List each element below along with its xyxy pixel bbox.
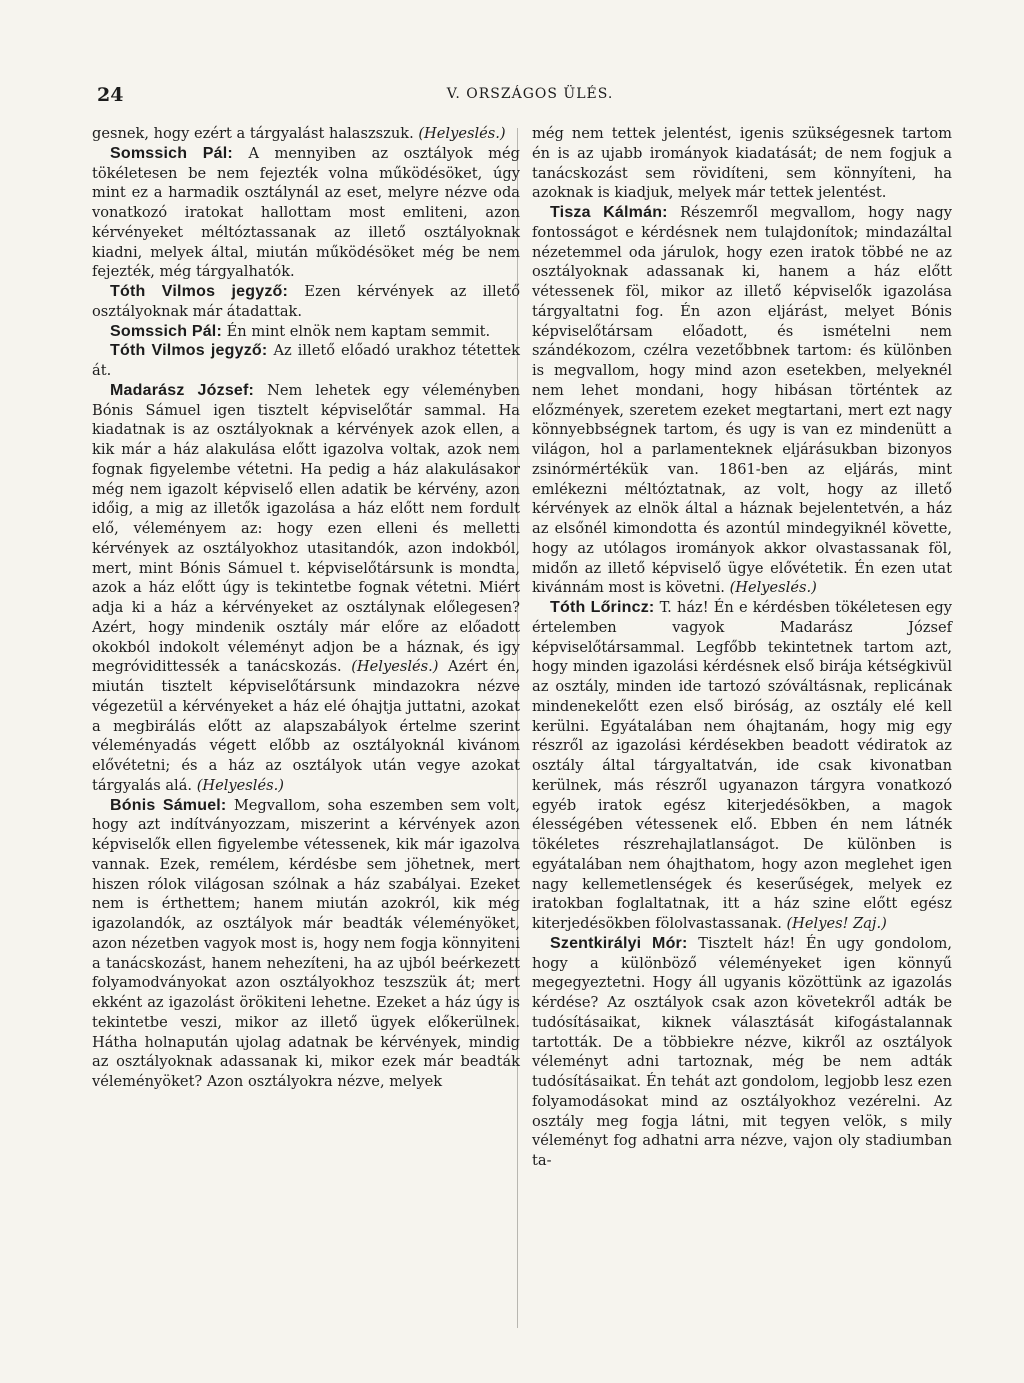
reaction-note: (Helyeslés.): [351, 658, 439, 676]
paragraph-text: Azért én, miután tisztelt képviselőtársunk mindazokra nézve végezetül a kérvényeket a ház elé óhajtja juttatni, azokat a megbirálás előtt az alapszabályok értelme szerint véleményadás végett előbb az osztályoknál kivánom elővétetni; és a ház az osztályok után vegye azokat tárgyalás alá.: [92, 658, 520, 794]
speaker-name: Somssich Pál:: [110, 322, 222, 340]
left-column: [92, 124, 520, 1092]
paragraph-text: Ezen kérvények az illető osztályoknak már átadattak.: [92, 283, 520, 320]
paragraph-text: Megvallom, soha eszemben sem volt, hogy azt indítványozzam, miszerint a kérvények azon képviselők ellen figyelembe vétessenek, kik már igazolva vannak. Ezek, remélem, kérdésbe sem jöhetnek, mert hiszen rólok világosan szólnak a ház szabályai. Ezeket nem is érthettem; hanem miután azokról, kik még igazolandók, az osztályok már beadták véleményöket, azon nézetben vagyok most is, hogy nem fogja könnyiteni a tanácskozást, hanem nehezíteni, ha az ujból beérkezett folyamodványokat azon osztályokhoz teszszük át; mert ekként az igazolást örökiteni lehetne. Ezeket a ház úgy is tekintetbe veszi, mikor az illető ügyek előkerülnek. Hátha holnapután ujolag adatnak be kérvények, mindig az osztályoknak adassanak ki, mikor ezek már beadták véleményöket? Azon osztályokra nézve, melyek: [92, 796, 520, 1090]
speaker-name: Tisza Kálmán:: [550, 204, 668, 221]
paragraph: [92, 381, 520, 796]
paragraph-text: Tisztelt ház! Én ugy gondolom, hogy a különböző véleményeket igen könnyű megegyeztetni. Hogy áll ugyanis közöttünk az igazolás kérdése? Az osztályok csak azon követekről adták be tudósításaikat, kiknek választását kifogástalannak tartották. De a többiekre nézve, kikről az osztályok véleményt adni tartoznak, még be nem adták tudósításaikat. Én tehát azt gondolom, legjobb lesz ezen folyamodásokat mind az osztályokhoz vezérelni. Az osztály meg fogja látni, mit tegyen velök, s mily véleményt fog adhatni arra nézve, vajon oly stadiumban ta-: [532, 934, 952, 1169]
paragraph-text: még nem tettek jelentést, igenis szükségesnek tartom én is az ujabb irományok kiadatását; de nem fogjuk a tanácskozást sem rövidíteni, sem könnyíteni, ha azoknak is kiadjuk, melyek már tettek jelentést.: [532, 125, 952, 202]
speaker-name: Madarász József:: [110, 381, 255, 399]
reaction-note: (Helyeslés.): [729, 579, 817, 597]
speaker-name: Szentkirályi Mór:: [550, 934, 688, 952]
paragraph-text: Nem lehetek egy véleményben Bónis Sámuel igen tisztelt képviselőtár sammal. Ha kiadatnak is az osztályoknak a kérvények azok ellen, a kik már a ház alakulása előtt igazolva voltak, azok nem fognak figyelembe vétetni. Ha pedig a ház alakulásakor még nem igazolt képviselő ellen adatik be kérvény, azon időig, a mig az illetők igazolása a ház előtt nem fordult elő, véleményem az: hogy ezen elleni és melletti kérvények az osztályokhoz utasitandók, azon indokból, mert, mint Bónis Sámuel t. képviselőtársunk is mondta, azok a ház előtt úgy is tekintetbe fognak vétetni. Miért adja ki a ház a kérvényeket az osztálynak előlegesen? Azért, hogy mindenik osztály már előre az előadott okokból indokolt véleményt adjon be a háznak, és igy megróvidittessék a tanácskozás.: [92, 381, 521, 676]
paragraph-text: Én mint elnök nem kaptam semmit.: [226, 322, 491, 340]
reaction-note: (Helyes! Zaj.): [786, 915, 887, 932]
reaction-note: (Helyeslés.): [418, 125, 506, 142]
paragraph: [92, 322, 520, 342]
paragraph-text: T. ház! Én e kérdésben tökéletesen egy értelemben vagyok Madarász József képviselőtársammal. Legfőbb tekintetnek tartom azt, hogy minden igazolási kérdésnek első birája kétségkivül az osztály, minden ide tartozó szóváltásnak, replicának mindenekelőtt ezen első biróság, az osztály elé kell kerülni. Egyátalában nem óhajtanám, hogy mig egy részről az igazolási kérdésekben beadott védiratok az osztály által tárgyaltatván, ide csak kivonatban kerülnek, más részről ugyanazon tárgyra vonatkozó egyéb iratok egész kiterjedésökben, a magok élességében vétessenek elő. Ebben én nem látnék tökéletes részrehajlatlanságot. De különben is egyátalában nem óhajthatom, hogy azon meglehet igen nagy kellemetlenségek és keserűségek, melyek ez iratokban foglaltatnak, itt a ház szine előtt egész kiterjedésökben fölolvastassanak.: [532, 599, 953, 932]
right-column: [532, 124, 952, 1171]
speaker-name: Tóth Vilmos jegyző:: [110, 283, 289, 300]
paragraph: [92, 282, 520, 322]
paragraph: [532, 934, 952, 1171]
page-number: 24: [97, 84, 124, 106]
running-head: V. ORSZÁGOS ÜLÉS.: [446, 86, 614, 102]
paragraph-text: A mennyiben az osztályok még tökéletesen be nem fejezték volna működésöket, úgy mint ez a harmadik osztálynál az eset, melyre nézve oda vonatkozó iratokat hallottam most emliteni, azon kérvényeket méltóztassanak az illető osztályoknak kiadni, melyek által, miután működésöket még be nem fejezték, még tárgyalhatók.: [92, 144, 520, 281]
paragraph-text: Részemről megvallom, hogy nagy fontosságot e kérdésnek nem tulajdonítok; mindazáltal nézetemmel oda járulok, hogy ezen iratok többé ne az osztályoknak adassanak ki, hanem a ház előtt vétessenek föl, mikor az illető képviselők igazolása tárgyaltatni fog. Én azon eljárást, melyet Bónis képviselőtársam előadott, és ismételni nem szándékozom, czélra vezetőbbnek tartom: és különben is megvallom, hogy mind azon esetekben, melyeknél nem lehet mondani, hogy hibásan történtek az előzmények, szeretem ezeket megtartani, mert ezt nagy könnyebbségnek tartom, és ugy is van ez mindenütt a világon, hol a parlamenteknek eljárásukban bizonyos zsinórmértékük van. 1861-ben az eljárás, mint emlékezni méltóztatnak, az volt, hogy az illető kérvények az elnök által a háznak bejelentetvén, a ház az elsőnél kimondotta és azontúl mindegyiknél követte, hogy az utólagos irományok akkor olvastassanak föl, midőn az illető képviselő ügye elővétetik. Én ezen utat kivánnám most is követni.: [532, 204, 952, 597]
speaker-name: Somssich Pál:: [110, 144, 233, 162]
paragraph-text: Az illető előadó urakhoz tétettek át.: [92, 342, 520, 379]
paragraph: [92, 341, 520, 381]
paragraph: [92, 124, 520, 144]
paragraph: [532, 124, 952, 203]
speaker-name: Tóth Vilmos jegyző:: [110, 342, 268, 360]
reaction-note: (Helyeslés.): [196, 776, 284, 794]
paragraph: [532, 598, 952, 934]
paragraph-text: gesnek, hogy ezért a tárgyalást halaszszuk.: [92, 125, 414, 142]
speaker-name: Bónis Sámuel:: [110, 796, 227, 814]
speaker-name: Tóth Lőrincz:: [550, 599, 655, 616]
paragraph: [92, 796, 520, 1092]
paragraph: [92, 144, 520, 282]
paragraph: [532, 203, 952, 598]
